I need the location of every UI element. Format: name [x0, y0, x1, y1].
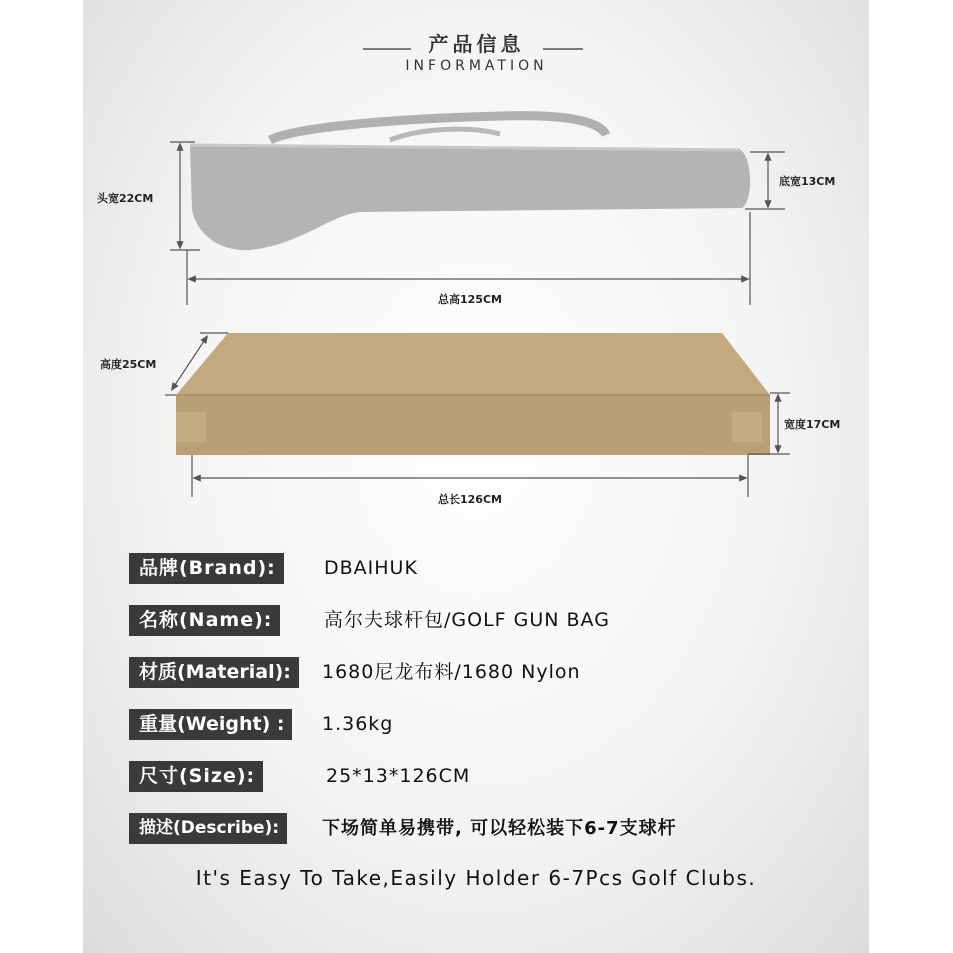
material-value: 1680尼龙布料/1680 Nylon	[322, 661, 581, 683]
describe-label: 描述(Describe):	[129, 813, 287, 844]
total-length-label: 总长126CM	[438, 493, 502, 506]
box-height-label: 高度25CM	[100, 358, 157, 371]
total-height-label: 总高125CM	[438, 293, 502, 306]
header-title-en: INFORMATION	[405, 58, 548, 74]
bottom-width-label: 底宽13CM	[779, 175, 836, 188]
describe-value: 下场简单易携带, 可以轻松装下6-7支球杆	[322, 818, 677, 839]
shipping-box-image	[176, 333, 770, 455]
material-label: 材质(Material):	[129, 657, 299, 688]
brand-value: DBAIHUK	[324, 557, 418, 579]
head-width-label: 头宽22CM	[97, 192, 154, 205]
size-label: 尺寸(Size):	[129, 761, 263, 792]
weight-label: 重量(Weight) :	[129, 709, 292, 740]
golf-bag-image	[190, 116, 750, 251]
header-title-cn: 产品信息	[428, 32, 525, 56]
size-value: 25*13*126CM	[326, 765, 471, 787]
weight-value: 1.36kg	[322, 713, 394, 735]
brand-label: 品牌(Brand):	[129, 553, 284, 584]
name-label: 名称(Name):	[129, 605, 280, 636]
description-english: It's Easy To Take,Easily Holder 6-7Pcs Golf Clubs.	[195, 866, 757, 890]
box-width-label: 宽度17CM	[784, 418, 841, 431]
name-value: 高尔夫球杆包/GOLF GUN BAG	[324, 609, 610, 631]
